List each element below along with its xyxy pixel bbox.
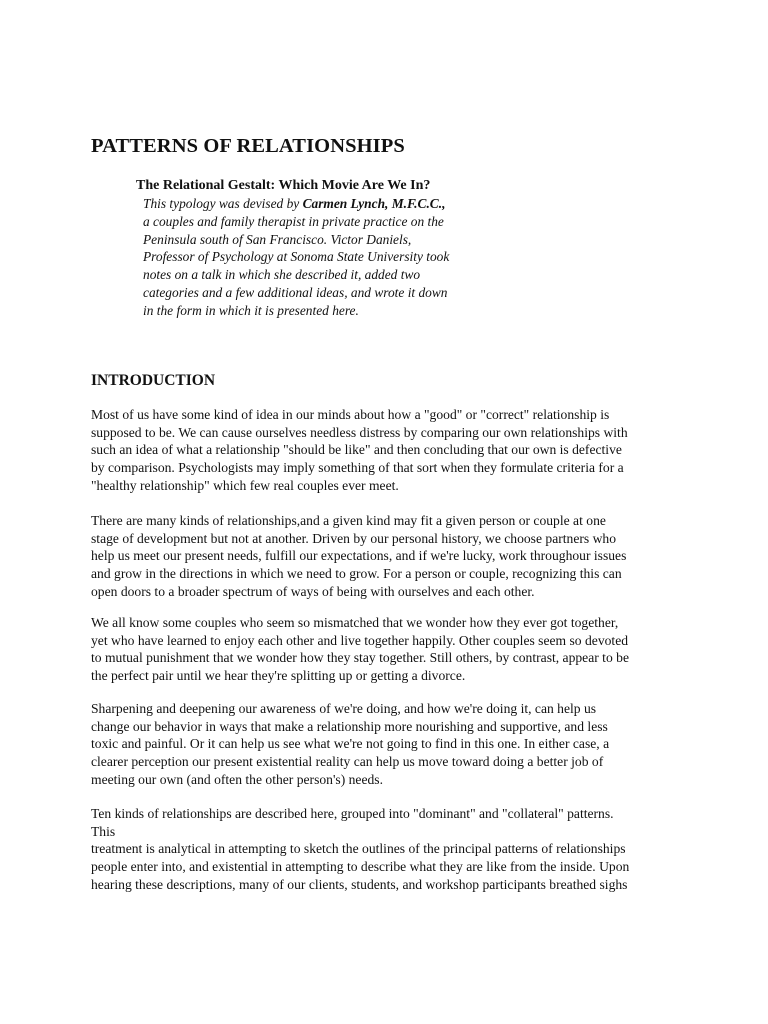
paragraph-line: hearing these descriptions, many of our clients, students, and workshop participants breathed sighs [91,876,628,892]
paragraph [91,512,691,601]
paragraph-line: by comparison. Psychologists may imply something of that sort when they formulate criteria for a [91,460,624,476]
paragraph-line: Ten kinds of relationships are described here, grouped into "dominant" and "collateral" patterns. [91,806,614,821]
paragraph-line: open doors to a broader spectrum of ways of being with ourselves and each other. [91,583,535,599]
paragraph-line: toxic and painful. Or it can help us see what we're not going to find in this one. In either case, a [91,736,610,752]
paragraph [91,805,691,894]
paragraph-line: the perfect pair until we hear they're splitting up or getting a divorce. [91,668,466,684]
author-name: Carmen Lynch, M.F.C.C., [302,196,446,211]
attribution-line: notes on a talk in which she described it, added two [143,267,421,283]
attribution-line: a couples and family therapist in private practice on the [143,213,444,229]
paragraph-line: "healthy relationship" which few real couples ever meet. [91,477,399,493]
paragraph-line: people enter into, and existential in attempting to describe what they are like from the inside. Upon [91,859,630,875]
paragraph-line: yet who have learned to enjoy each other and live together happily. Other couples seem so devoted [91,632,629,648]
attribution-line: Professor of Psychology at Sonoma State University took [143,249,450,265]
attribution-prefix: This typology was devised by [143,196,303,211]
document-subtitle: The Relational Gestalt: Which Movie Are We In? [136,178,431,193]
paragraph [91,700,691,789]
paragraph [91,406,691,495]
paragraph-line: meeting our own (and often the other person's) needs. [91,771,383,787]
paragraph-line: treatment is analytical in attempting to sketch the outlines of the principal patterns of relationships [91,841,626,857]
attribution-line: Peninsula south of San Francisco. Victor Daniels, [143,231,412,247]
attribution-line: categories and a few additional ideas, and wrote it down [143,284,448,300]
attribution-block [143,195,503,320]
attribution-line: in the form in which it is presented here. [143,302,359,318]
paragraph-line: and grow in the directions in which we need to grow. For a person or couple, recognizing this can [91,566,622,582]
section-heading-introduction: INTRODUCTION [91,372,216,389]
paragraph [91,614,691,685]
paragraph-line: There are many kinds of relationships,and a given kind may fit a given person or couple at one [91,513,606,528]
paragraph-line: We all know some couples who seem so mismatched that we wonder how they ever got together, [91,615,619,630]
paragraph-line: to mutual punishment that we wonder how they stay together. Still others, by contrast, appear to be [91,650,629,666]
paragraph-line: clearer perception our present existential reality can help us move toward doing a better job of [91,754,604,770]
attribution-line [143,195,503,213]
paragraph-line: such an idea of what a relationship "should be like" and then concluding that our own is defective [91,442,622,458]
paragraph-line: Sharpening and deepening our awareness of we're doing, and how we're doing it, can help us [91,701,597,716]
paragraph-line: help us meet our present needs, fulfill our expectations, and if we're lucky, work throughour issues [91,548,627,564]
paragraph-line: supposed to be. We can cause ourselves needless distress by comparing our own relationships with [91,424,628,440]
document-title: PATTERNS OF RELATIONSHIPS [91,135,405,157]
paragraph-line: change our behavior in ways that make a relationship more nourishing and supportive, and less [91,718,608,734]
paragraph-line: Most of us have some kind of idea in our minds about how a "good" or "correct" relationship is [91,407,610,422]
paragraph-line: This [91,823,116,839]
paragraph-line: stage of development but not at another. Driven by our personal history, we choose partners who [91,530,616,546]
